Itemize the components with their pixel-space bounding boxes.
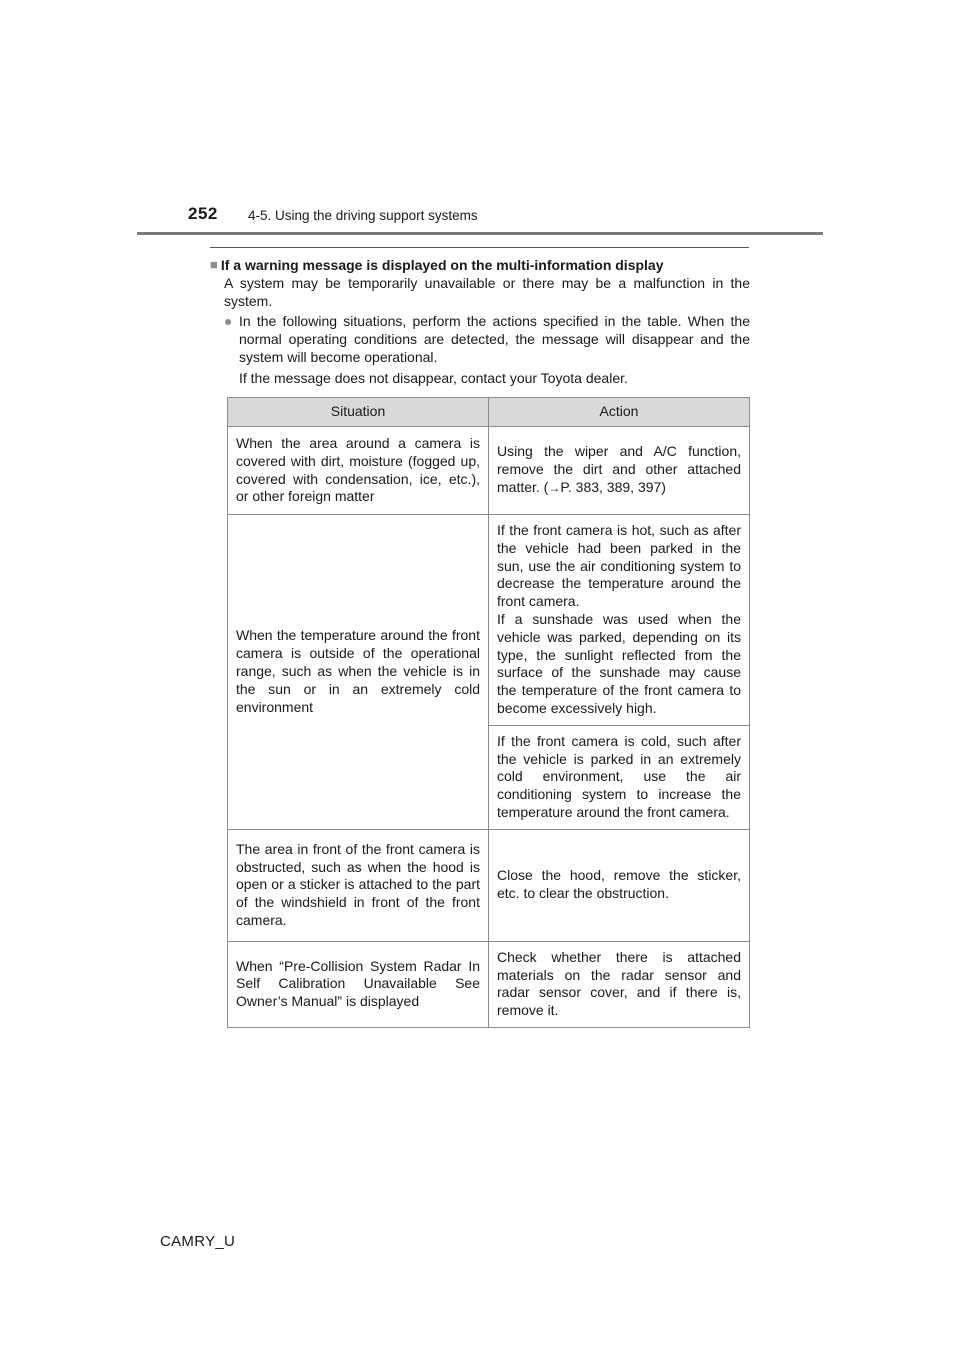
page-reference: P. 383, 389, 397) <box>560 478 666 495</box>
section-rule <box>210 247 749 248</box>
intro-paragraph: A system may be temporarily unavailable or there may be a malfunction in the system. <box>224 275 750 309</box>
table-row <box>228 829 750 941</box>
bullet-item <box>224 312 750 366</box>
action-cell: If the front camera is cold, such after the vehicle is parked in an extremely cold environment, use the air conditioning system to increase the temperature around the front camera. <box>489 725 750 829</box>
arrow-right-icon: → <box>548 480 561 495</box>
header-situation: Situation <box>228 398 489 427</box>
circle-bullet-icon: ● <box>224 313 233 329</box>
action-cell: Close the hood, remove the sticker, etc. to clear the obstruction. <box>489 829 750 941</box>
running-head: 4-5. Using the driving support systems <box>248 208 478 223</box>
action-cell <box>489 515 750 726</box>
table-row <box>228 515 750 726</box>
table-row <box>228 427 750 515</box>
header-rule <box>137 232 823 235</box>
bullet-text: In the following situations, perform the actions specified in the table. When the normal operating conditions are detected, the message will disappear and the system will become operational. <box>239 313 750 365</box>
situation-cell: When the area around a camera is covered with dirt, moisture (fogged up, covered with condensation, ice, etc.), or other foreign matter <box>228 427 489 515</box>
table-header-row <box>228 398 750 427</box>
square-bullet-icon: ■ <box>210 257 218 272</box>
situation-cell: When “Pre-Collision System Radar In Self Calibration Unavailable See Owner’s Manual” is displayed <box>228 941 489 1027</box>
table-row <box>228 941 750 1027</box>
model-code: CAMRY_U <box>160 1233 236 1250</box>
section-heading-text: If a warning message is displayed on the multi-information display <box>220 257 664 273</box>
action-cell: Check whether there is attached materials on the radar sensor and radar sensor cover, and if there is, remove it. <box>489 941 750 1027</box>
situation-cell: When the temperature around the front camera is outside of the operational range, such as when the vehicle is in the sun or in an extremely cold environment <box>228 515 489 830</box>
action-cell <box>489 427 750 515</box>
bullet-note: If the message does not disappear, contact your Toyota dealer. <box>239 370 628 386</box>
page-number: 252 <box>188 204 218 223</box>
situation-action-table <box>227 397 750 1028</box>
situation-cell: The area in front of the front camera is obstructed, such as when the hood is open or a sticker is attached to the part of the windshield in front of the front camera. <box>228 829 489 941</box>
action-text: If the front camera is hot, such as after the vehicle had been parked in the sun, use the air conditioning system to decrease the temperature around the front camera. <box>497 522 741 610</box>
section-body <box>210 256 750 387</box>
header-action: Action <box>489 398 750 427</box>
action-text: Using the wiper and A/C function, remove the dirt and other attached matter. ( <box>497 443 741 495</box>
action-text: If a sunshade was used when the vehicle was parked, depending on its type, the sunlight reflected from the surface of the sunshade may cause the temperature of the front camera to become excessively high. <box>497 610 741 716</box>
section-heading <box>210 256 750 274</box>
